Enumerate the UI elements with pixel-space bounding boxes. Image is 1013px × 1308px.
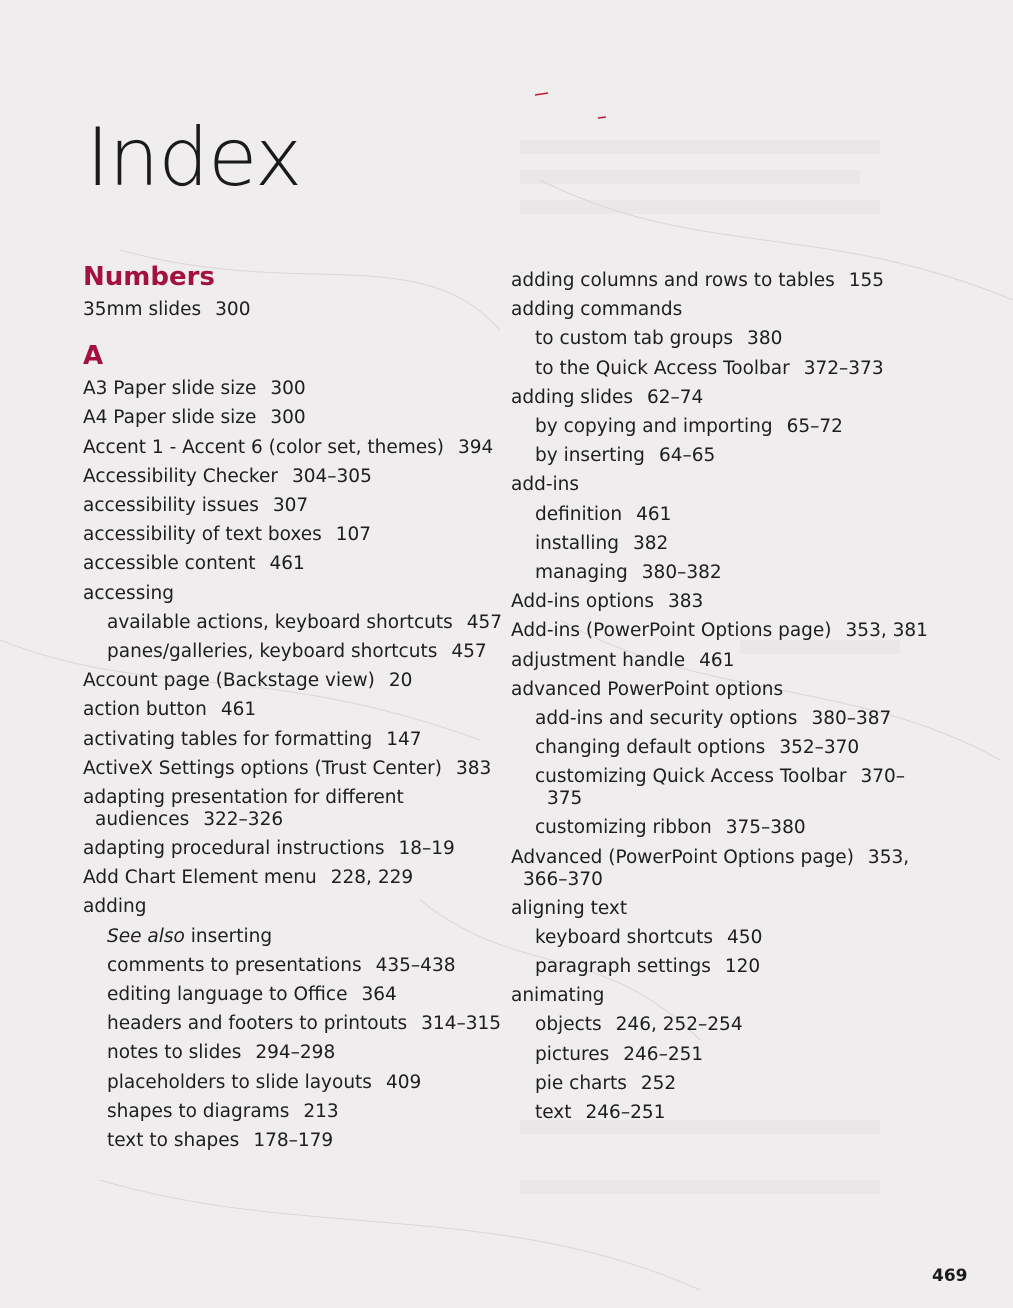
index-pages: 304–305 bbox=[291, 465, 372, 487]
section-heading: Numbers bbox=[83, 262, 215, 292]
index-term: adjustment handle bbox=[511, 649, 686, 671]
index-pages: 246–251 bbox=[623, 1043, 704, 1065]
index-entry bbox=[511, 616, 931, 645]
index-pages: 322–326 bbox=[203, 809, 284, 831]
index-term: shapes to diagrams bbox=[107, 1100, 290, 1122]
index-entry bbox=[511, 558, 931, 587]
index-entry bbox=[511, 412, 931, 441]
index-pages: 107 bbox=[335, 524, 372, 546]
index-pages: 382 bbox=[632, 532, 669, 554]
index-term: aligning text bbox=[511, 897, 628, 919]
index-column-left bbox=[83, 259, 503, 1155]
index-pages: 20 bbox=[388, 670, 413, 692]
index-entry bbox=[511, 295, 931, 324]
index-pages: 353, 366–370 bbox=[523, 846, 910, 890]
index-term: Account page (Backstage view) bbox=[83, 670, 375, 692]
index-term: adding columns and rows to tables bbox=[511, 270, 835, 291]
index-term: pictures bbox=[535, 1043, 610, 1065]
index-pages: 364 bbox=[361, 984, 397, 1006]
index-entry bbox=[83, 863, 503, 892]
index-pages: 228, 229 bbox=[330, 867, 414, 889]
index-term: objects bbox=[535, 1014, 602, 1036]
index-entry bbox=[83, 1126, 503, 1155]
index-term: A3 Paper slide size bbox=[83, 378, 257, 400]
index-pages: 252 bbox=[640, 1072, 677, 1094]
index-pages: 314–315 bbox=[421, 1013, 502, 1035]
index-entry bbox=[511, 923, 931, 952]
index-pages: 409 bbox=[385, 1071, 422, 1093]
index-entry bbox=[83, 666, 503, 695]
index-pages: 246, 252–254 bbox=[615, 1014, 743, 1036]
index-pages: 64–65 bbox=[658, 445, 716, 467]
index-entry bbox=[511, 383, 931, 412]
index-term: inserting bbox=[190, 925, 273, 947]
section-heading: A bbox=[83, 341, 104, 372]
index-term: paragraph settings bbox=[535, 956, 711, 978]
index-term: customizing Quick Access Toolbar bbox=[535, 766, 847, 788]
index-entry bbox=[83, 980, 503, 1009]
index-term: customizing ribbon bbox=[535, 817, 712, 839]
index-pages: 394 bbox=[458, 436, 494, 458]
page-number: 469 bbox=[932, 1266, 968, 1286]
index-entry bbox=[511, 733, 931, 762]
see-also-label: See also bbox=[107, 925, 185, 947]
index-term: headers and footers to printouts bbox=[107, 1013, 408, 1035]
index-entry bbox=[83, 783, 503, 834]
index-entry bbox=[511, 843, 931, 894]
index-term: A4 Paper slide size bbox=[83, 407, 257, 429]
index-term: managing bbox=[535, 562, 628, 584]
index-entry bbox=[511, 894, 931, 923]
index-pages: 120 bbox=[724, 956, 761, 978]
index-term: 35mm slides bbox=[83, 299, 202, 320]
index-term: Add-ins options bbox=[511, 591, 655, 613]
index-entry bbox=[511, 500, 931, 529]
index-entry bbox=[83, 579, 503, 608]
index-entry bbox=[511, 470, 931, 499]
index-pages: 300 bbox=[270, 378, 306, 400]
index-entry bbox=[83, 892, 503, 921]
index-pages: 380 bbox=[747, 328, 783, 350]
index-term: animating bbox=[511, 985, 605, 1007]
index-entry bbox=[511, 762, 931, 813]
index-pages: 375–380 bbox=[725, 817, 806, 839]
index-pages: 307 bbox=[272, 495, 309, 517]
index-term: editing language to Office bbox=[107, 984, 348, 1006]
index-entry bbox=[83, 295, 503, 324]
index-term: available actions, keyboard shortcuts bbox=[107, 611, 453, 633]
index-entry bbox=[83, 637, 503, 666]
index-pages: 457 bbox=[466, 611, 503, 633]
index-entry bbox=[83, 922, 503, 951]
index-pages: 370–375 bbox=[547, 766, 906, 810]
index-entry bbox=[511, 354, 931, 383]
index-term: text to shapes bbox=[107, 1130, 240, 1152]
index-pages: 65–72 bbox=[786, 416, 843, 438]
index-entry bbox=[83, 403, 503, 432]
index-entry bbox=[83, 1038, 503, 1067]
index-term: accessibility of text boxes bbox=[83, 524, 322, 546]
index-term: accessibility issues bbox=[83, 495, 259, 517]
index-entry bbox=[83, 549, 503, 578]
index-pages: 383 bbox=[668, 591, 704, 613]
index-entry bbox=[511, 981, 931, 1010]
index-pages: 461 bbox=[636, 503, 672, 525]
index-term: Accessibility Checker bbox=[83, 465, 278, 487]
index-column-right bbox=[511, 266, 931, 1127]
index-term: accessing bbox=[83, 582, 174, 604]
index-entry bbox=[511, 1040, 931, 1069]
index-entry bbox=[83, 754, 503, 783]
index-pages: 380–387 bbox=[811, 708, 892, 730]
index-pages: 18–19 bbox=[398, 838, 455, 860]
index-term: adapting procedural instructions bbox=[83, 838, 385, 860]
index-term: Add-ins (PowerPoint Options page) bbox=[511, 620, 832, 642]
index-entry bbox=[511, 704, 931, 733]
index-pages: 461 bbox=[269, 553, 305, 575]
index-term: accessible content bbox=[83, 553, 256, 575]
index-term: Add Chart Element menu bbox=[83, 867, 317, 889]
index-pages: 461 bbox=[699, 649, 735, 671]
index-term: definition bbox=[535, 503, 623, 525]
index-term: adapting presentation for different audiences bbox=[83, 787, 404, 831]
index-entry bbox=[83, 834, 503, 863]
index-pages: 246–251 bbox=[585, 1102, 666, 1124]
index-entry bbox=[511, 952, 931, 981]
index-entry bbox=[511, 324, 931, 353]
index-pages: 457 bbox=[451, 641, 487, 663]
index-term: advanced PowerPoint options bbox=[511, 678, 784, 700]
index-term: placeholders to slide layouts bbox=[107, 1071, 372, 1093]
index-term: by inserting bbox=[535, 445, 645, 467]
index-term: panes/galleries, keyboard shortcuts bbox=[107, 641, 438, 663]
index-pages: 300 bbox=[270, 407, 306, 429]
index-entry bbox=[511, 646, 931, 675]
index-term: add-ins and security options bbox=[535, 708, 798, 730]
index-term: keyboard shortcuts bbox=[535, 926, 714, 948]
index-term: to the Quick Access Toolbar bbox=[535, 357, 790, 379]
index-term: notes to slides bbox=[107, 1042, 242, 1064]
index-entry bbox=[511, 266, 931, 295]
index-entry bbox=[511, 813, 931, 842]
index-pages: 372–373 bbox=[803, 357, 884, 379]
index-pages: 213 bbox=[303, 1100, 339, 1122]
index-entry bbox=[83, 374, 503, 403]
index-term: by copying and importing bbox=[535, 416, 773, 438]
index-entry bbox=[83, 1068, 503, 1097]
index-term: Accent 1 - Accent 6 (color set, themes) bbox=[83, 436, 444, 458]
index-pages: 147 bbox=[386, 728, 422, 750]
index-entry bbox=[511, 1098, 931, 1127]
index-pages: 461 bbox=[220, 699, 257, 721]
index-term: comments to presentations bbox=[107, 954, 362, 976]
index-entry bbox=[83, 695, 503, 724]
index-term: add-ins bbox=[511, 474, 580, 496]
index-entry bbox=[511, 587, 931, 616]
index-pages: 353, 381 bbox=[845, 620, 928, 642]
index-entry bbox=[511, 529, 931, 558]
index-term: adding commands bbox=[511, 299, 683, 321]
index-entry bbox=[511, 441, 931, 470]
index-entry bbox=[511, 1010, 931, 1039]
page-title: Index bbox=[86, 111, 302, 204]
index-entry bbox=[83, 608, 503, 637]
index-entry bbox=[83, 1097, 503, 1126]
index-entry bbox=[83, 462, 503, 491]
index-pages: 155 bbox=[848, 270, 885, 291]
index-pages: 380–382 bbox=[641, 562, 722, 584]
index-term: adding slides bbox=[511, 386, 633, 408]
index-term: activating tables for formatting bbox=[83, 728, 373, 750]
index-pages: 435–438 bbox=[375, 954, 456, 976]
index-pages: 178–179 bbox=[253, 1130, 334, 1152]
index-term: Advanced (PowerPoint Options page) bbox=[511, 846, 854, 868]
index-pages: 450 bbox=[727, 926, 763, 948]
index-entry bbox=[83, 433, 503, 462]
index-pages: 352–370 bbox=[779, 737, 860, 759]
index-pages: 62–74 bbox=[647, 386, 704, 408]
index-term: adding bbox=[83, 896, 147, 918]
index-entry bbox=[511, 1069, 931, 1098]
index-term: ActiveX Settings options (Trust Center) bbox=[83, 757, 442, 779]
index-pages: 383 bbox=[455, 757, 492, 779]
index-entry bbox=[83, 951, 503, 980]
index-entry bbox=[83, 491, 503, 520]
index-pages: 294–298 bbox=[255, 1042, 336, 1064]
index-term: action button bbox=[83, 699, 207, 721]
index-term: changing default options bbox=[535, 737, 766, 759]
index-term: text bbox=[535, 1102, 572, 1124]
index-entry bbox=[511, 675, 931, 704]
index-entry bbox=[83, 725, 503, 754]
index-term: installing bbox=[535, 532, 619, 554]
index-term: to custom tab groups bbox=[535, 328, 734, 350]
index-entry bbox=[83, 1009, 503, 1038]
index-term: pie charts bbox=[535, 1072, 627, 1094]
index-pages: 300 bbox=[215, 299, 251, 320]
index-entry bbox=[83, 520, 503, 549]
